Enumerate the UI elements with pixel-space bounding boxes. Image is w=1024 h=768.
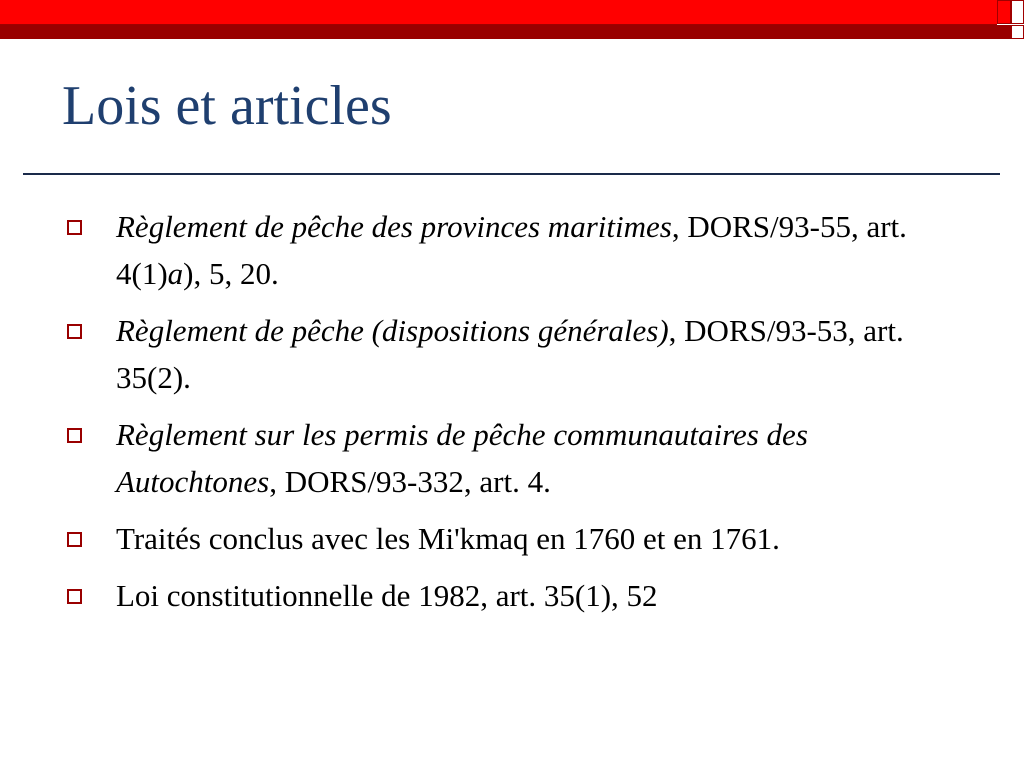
bullet-list [62,203,962,629]
citation-text: , DORS/93-53, art. 35(2). [116,313,904,395]
header-corner-grid [997,0,1024,39]
bullet-item [62,515,962,562]
hollow-square-bullet-icon [67,532,82,547]
bullet-item [62,572,962,619]
title-divider [23,173,1000,175]
regulation-title: Règlement de pêche des provinces maritimes [116,209,672,244]
hollow-square-bullet-icon [67,589,82,604]
bullet-text: Traités conclus avec les Mi'kmaq en 1760 et en 1761. [116,521,780,556]
corner-cell-dark-red [997,25,1011,39]
corner-cell-white-bottom [1011,25,1024,39]
hollow-square-bullet-icon [67,428,82,443]
bullet-item [62,307,962,401]
bullet-item [62,203,962,297]
header-bar-red [0,0,997,25]
header-bar-dark-red [0,25,997,39]
corner-cell-white [1011,0,1024,24]
hollow-square-bullet-icon [67,220,82,235]
bullet-item [62,411,962,505]
regulation-title: Règlement sur les permis de pêche communautaires des Autochtones [116,417,808,499]
regulation-title: Règlement de pêche (dispositions générales) [116,313,669,348]
slide-title: Lois et articles [62,75,392,137]
citation-text: , DORS/93-55, art. 4(1) [116,209,907,291]
citation-italic: a [167,256,184,291]
bullet-text: Loi constitutionnelle de 1982, art. 35(1), 52 [116,578,658,613]
hollow-square-bullet-icon [67,324,82,339]
corner-cell-red [997,0,1011,24]
citation-text-end: ), 5, 20. [183,256,279,291]
citation-text: , DORS/93-332, art. 4. [269,464,551,499]
